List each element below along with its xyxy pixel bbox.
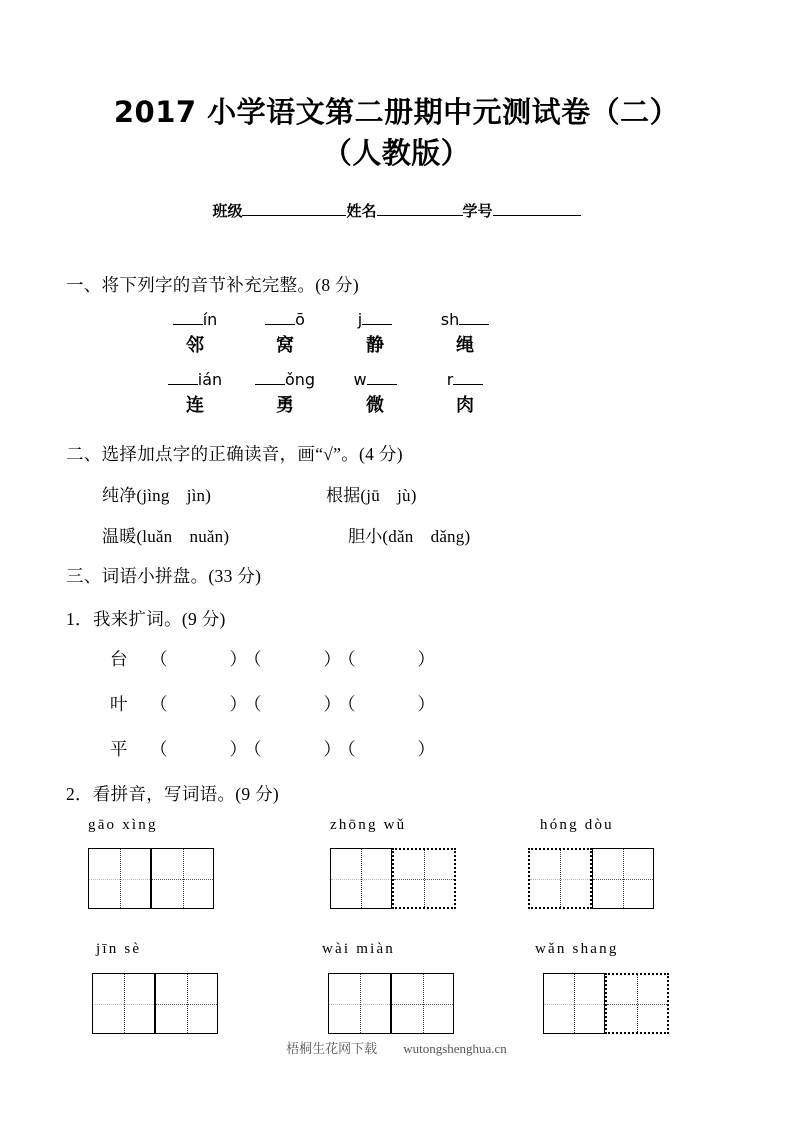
writing-grid-hongdou[interactable]: [528, 848, 654, 909]
expand-word-row-ping: [110, 736, 435, 761]
writing-grid-zhongwu[interactable]: [330, 848, 456, 909]
name-label: 姓名: [346, 202, 377, 220]
title-line-1: 2017 小学语文第二册期中元测试卷（二）: [113, 95, 680, 129]
pinyin-blank-group[interactable]: [410, 308, 520, 332]
section-1-heading: 一、将下列字的音节补充完整。(8 分): [66, 275, 359, 295]
word-pinyin-hongdou: hóng dòu: [540, 817, 614, 833]
footer-watermark: [0, 1038, 793, 1057]
pinyin-blank[interactable]: [459, 311, 489, 325]
word-pinyin-jinse: jīn sè: [96, 941, 142, 957]
pinyin-blank[interactable]: [367, 371, 397, 385]
writing-grid-cell[interactable]: [391, 973, 454, 1034]
section-3-2-heading: 2．看拼音，写词语。(9 分): [66, 784, 280, 804]
reading-options[interactable]: (luǎn nuǎn): [136, 527, 230, 546]
id-label: 学号: [462, 202, 493, 220]
expand-answer-blank[interactable]: （ ）: [244, 694, 341, 714]
section-3-heading: 三、词语小拼盘。(33 分): [66, 566, 262, 586]
section-2-heading: 二、选择加点字的正确读音，画“√”。(4 分): [66, 444, 403, 464]
title-line-2: （人教版）: [322, 136, 471, 170]
expand-answer-blank[interactable]: （ ）: [338, 739, 435, 759]
expand-word-row-tai: [110, 646, 435, 671]
pinyin-suffix: ín: [202, 310, 218, 329]
expand-answer-blank[interactable]: （ ）: [150, 739, 247, 759]
expand-word-row-ye: [110, 691, 435, 716]
pinyin-prefix: sh: [440, 310, 460, 329]
pinyin-item-sheng: [410, 308, 520, 359]
writing-grid-cell[interactable]: [151, 848, 214, 909]
pinyin-suffix: ō: [295, 310, 305, 329]
expand-answer-blank[interactable]: （ ）: [338, 694, 435, 714]
pinyin-blank[interactable]: [265, 311, 295, 325]
pinyin-item-rou: [410, 368, 520, 419]
writing-grid-cell[interactable]: [592, 848, 654, 909]
hanzi-char: 肉: [456, 395, 474, 416]
reading-word: 胆小: [348, 527, 383, 546]
page-title: [0, 92, 793, 174]
reading-word: 温暖: [102, 527, 137, 546]
word-pinyin-gaoxing: gāo xìng: [88, 817, 158, 833]
pinyin-suffix: ián: [197, 370, 223, 389]
writing-grid-cell[interactable]: [392, 848, 456, 909]
pinyin-row-1: [0, 308, 793, 364]
reading-options[interactable]: (jìng jìn): [136, 486, 212, 505]
pinyin-blank[interactable]: [173, 311, 203, 325]
writing-grid-cell[interactable]: [92, 973, 155, 1034]
writing-grid-cell[interactable]: [330, 848, 392, 909]
hanzi-char: 窝: [276, 335, 294, 356]
hanzi-char: 连: [186, 395, 204, 416]
pinyin-prefix: w: [353, 370, 367, 389]
word-pinyin-zhongwu: zhōng wǔ: [330, 817, 407, 833]
footer-site-url: wutongshenghua.cn: [403, 1041, 507, 1056]
word-pinyin-wanshang: wǎn shang: [535, 941, 619, 957]
class-label: 班级: [212, 202, 243, 220]
hanzi-char: 静: [366, 335, 384, 356]
writing-grid-waimian[interactable]: [328, 973, 454, 1034]
class-input-blank[interactable]: [242, 201, 346, 216]
hanzi-char: 勇: [276, 395, 294, 416]
expand-answer-blank[interactable]: （ ）: [338, 649, 435, 669]
hanzi-char: 微: [366, 395, 384, 416]
writing-grid-wanshang[interactable]: [543, 973, 669, 1034]
writing-grid-cell[interactable]: [543, 973, 605, 1034]
writing-grid-cell[interactable]: [528, 848, 592, 909]
reading-choice-chunjing[interactable]: [102, 481, 211, 506]
hanzi-char: 邻: [186, 335, 204, 356]
section-3-1-heading: 1．我来扩词。(9 分): [66, 609, 226, 629]
expand-answer-blank[interactable]: （ ）: [150, 649, 247, 669]
writing-grid-cell[interactable]: [328, 973, 391, 1034]
word-pinyin-waimian: wài miàn: [322, 941, 396, 957]
reading-word: 根据: [326, 486, 361, 505]
expand-answer-blank[interactable]: （ ）: [244, 739, 341, 759]
reading-word: 纯净: [102, 486, 137, 505]
reading-options[interactable]: (dǎn dǎng): [382, 527, 471, 546]
pinyin-suffix: ǒng: [284, 370, 316, 389]
reading-choice-wennuan[interactable]: [102, 522, 229, 547]
pinyin-blank[interactable]: [168, 371, 198, 385]
writing-grid-cell[interactable]: [155, 973, 218, 1034]
footer-site-name: 梧桐生花网下载: [286, 1041, 378, 1056]
pinyin-blank[interactable]: [255, 371, 285, 385]
name-input-blank[interactable]: [377, 201, 463, 216]
hanzi-char: 绳: [456, 335, 474, 356]
student-info-line: [0, 200, 793, 221]
pinyin-prefix: j: [357, 310, 363, 329]
pinyin-blank[interactable]: [453, 371, 483, 385]
writing-grid-cell[interactable]: [605, 973, 669, 1034]
expand-answer-blank[interactable]: （ ）: [244, 649, 341, 669]
student-id-input-blank[interactable]: [493, 201, 581, 216]
expand-base-char: 叶: [110, 694, 128, 714]
writing-grid-cell[interactable]: [88, 848, 151, 909]
writing-grid-gaoxing[interactable]: [88, 848, 214, 909]
expand-base-char: 台: [110, 649, 128, 669]
expand-base-char: 平: [110, 739, 128, 759]
expand-answer-blank[interactable]: （ ）: [150, 694, 247, 714]
pinyin-prefix: r: [446, 370, 454, 389]
pinyin-row-2: [0, 368, 793, 424]
pinyin-blank[interactable]: [362, 311, 392, 325]
reading-choice-genju[interactable]: [326, 481, 417, 506]
reading-choice-danxiao[interactable]: [348, 522, 470, 547]
reading-options[interactable]: (jū jù): [360, 486, 417, 505]
writing-grid-jinse[interactable]: [92, 973, 218, 1034]
pinyin-blank-group[interactable]: [410, 368, 520, 392]
